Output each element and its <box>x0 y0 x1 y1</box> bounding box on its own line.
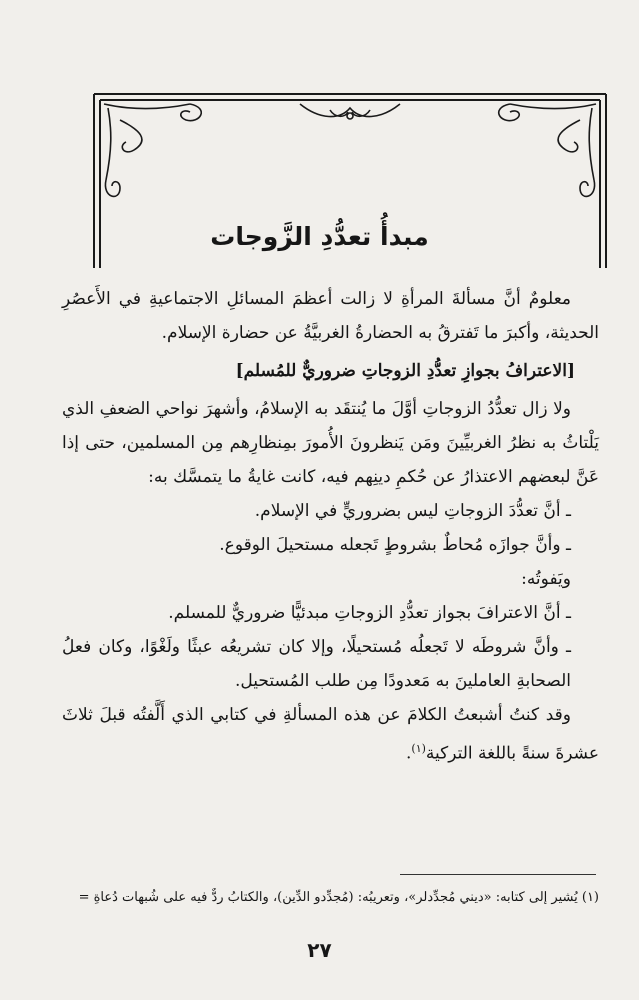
paragraph-missed: ويَفوتُه: <box>521 569 571 589</box>
footnote-marker[interactable]: (١) <box>411 742 426 755</box>
list-item: ـ وأنَّ جوازَه مُحاطٌ بشروطٍ تَجعله مستحيلَ الوقوع. <box>219 535 571 555</box>
main-text <box>62 282 599 771</box>
list-item: ـ أنَّ تعدُّدَ الزوجاتِ ليس بضروريٍّ في الإسلام. <box>254 501 571 521</box>
list-item: ـ أنَّ الاعترافَ بجواز تعدُّدِ الزوجاتِ مبدئيًّا ضروريٌّ للمسلم. <box>168 603 571 623</box>
paragraph-previous-book <box>62 698 599 771</box>
paragraph-intro: معلومٌ أنَّ مسألةَ المرأةِ لا زالت أعظمَ المسائلِ الاجتماعيةِ في الأَعصُرِ الحديثة، وأكبرَ ما تَفترقُ به الحضارةُ الغربيَّةُ عن حضارة الإسلام. <box>62 289 599 343</box>
footnote-divider <box>400 874 596 875</box>
page-number: ٢٧ <box>307 938 332 962</box>
footnote: (١) يُشير إلى كتابه: «ديني مُجدِّدلر»، وتعريبُه: (مُجدِّدو الدِّين)، والكتابُ ردٌّ فيه على شُبهات دُعاةِ = <box>78 890 599 905</box>
paragraph-previous-book-text: وقد كنتُ أشبعتُ الكلامَ عن هذه المسألةِ في كتابي الذي أَلَّفتُه قبلَ ثلاثَ عشرةَ سنةً باللغة التركية <box>62 705 599 764</box>
paragraph-criticism: ولا زال تعدُّدُ الزوجاتِ أوَّلَ ما يُنتقَد به الإسلامُ، وأشهرَ نواحي الضعفِ الذي يَلْتاثُ به نظرُ الغربيِّينَ ومَن يَنظرونَ الأُمورَ بمِنظارِهم مِن المسلمين، حتى إذا عَنَّ لبعضهم الاعتذارُ عن حُكمِ دينِهم فيه، كانت غايةُ ما يتمسَّك به: <box>62 399 599 487</box>
chapter-title: مبدأُ تعدُّدِ الزَّوجات <box>210 222 429 251</box>
section-heading: [الاعترافُ بجوازِ تعدُّدِ الزوجاتِ ضروريٌّ للمُسلم] <box>235 361 575 381</box>
list-item: ـ وأنَّ شروطَه لا تَجعلُه مُستحيلًا، وإلا كان تشريعُه عبثًا ولَغْوًا، وكان فعلُ الصحابةِ العاملينَ به مَعدودًا مِن طلب المُستحيل. <box>62 637 571 691</box>
sentence-end: . <box>405 743 412 764</box>
